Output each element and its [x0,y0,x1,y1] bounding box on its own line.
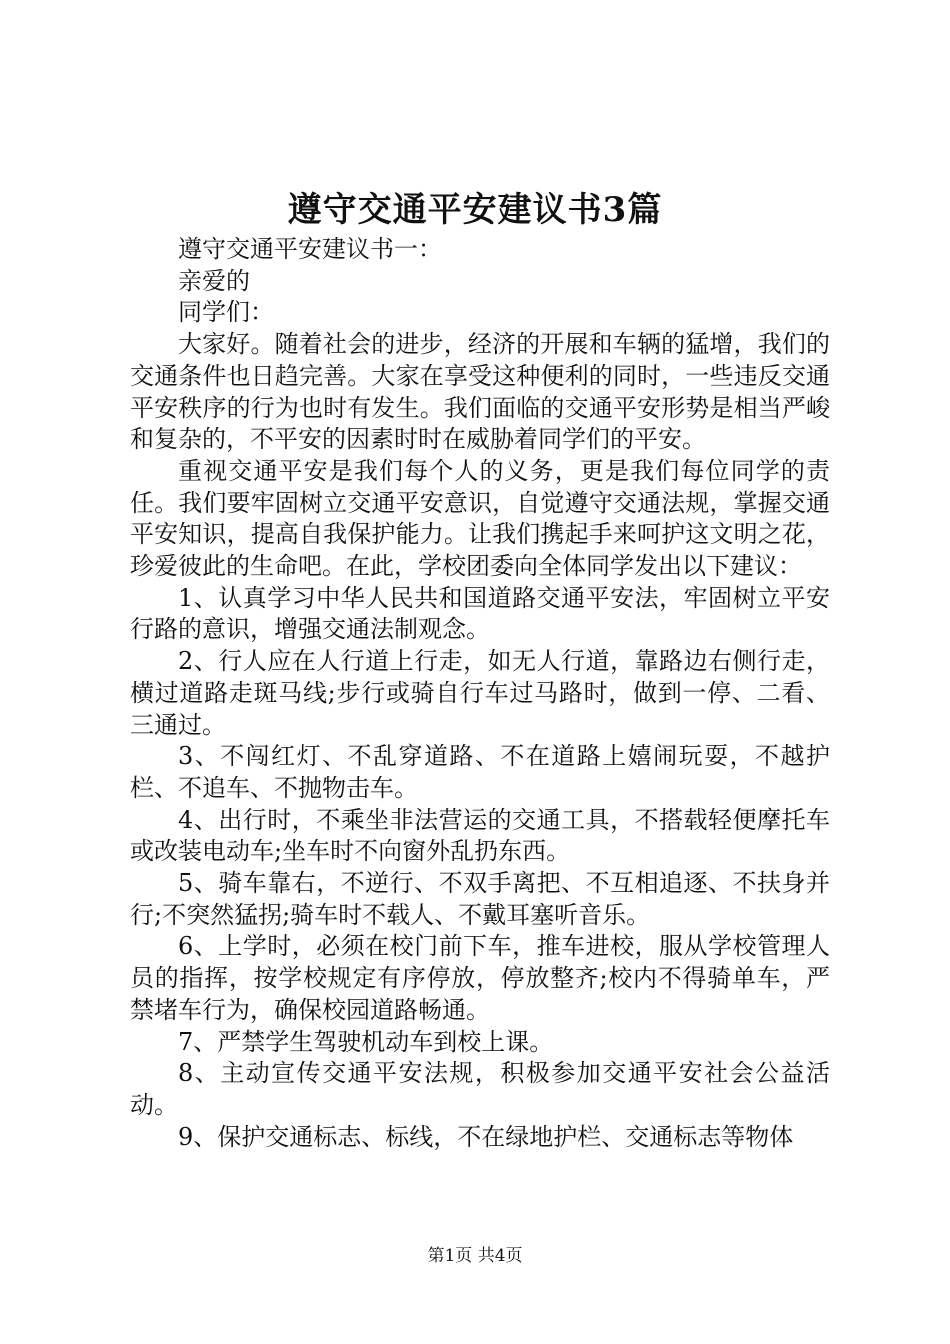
paragraph-recipients: 同学们： [178,298,274,327]
paragraph-responsibility: 重视交通平安是我们每个人的义务，更是我们每位同学的责任。我们要牢固树立交通平安意识，自觉遵守交通法规，掌握交通平安知识，提高自我保护能力。让我们携起手来呵护这文明之花，珍爱彼此的生命吧。在此，学校团委向全体同学发出以下建议： [130,456,830,581]
list-item: 2、行人应在人行道上行走，如无人行道，靠路边右侧行走，横过道路走斑马线;步行或骑自行车过马路时，做到一停、二看、三通过。 [130,647,830,739]
list-item: 5、骑车靠右，不逆行、不双手离把、不互相追逐、不扶身并行;不突然猛拐;骑车时不载人、不戴耳塞听音乐。 [130,869,830,929]
list-item: 4、出行时，不乘坐非法营运的交通工具，不搭载轻便摩托车或改装电动车;坐车时不向窗外乱扔东西。 [130,805,830,866]
paragraph-section-heading: 遵守交通平安建议书一： [178,235,442,263]
list-item: 8、主动宣传交通平安法规，积极参加交通平安社会公益活动。 [130,1059,830,1119]
list-item: 6、上学时，必须在校门前下车，推车进校，服从学校管理人员的指挥，按学校规定有序停放，停放整齐;校内不得骑单车，严禁堵车行为，确保校园道路畅通。 [130,932,830,1024]
paragraph-salutation: 亲爱的 [178,266,250,295]
list-item: 9、保护交通标志、标线，不在绿地护栏、交通标志等物体 [178,1122,794,1151]
paragraph-greeting: 大家好。随着社会的进步，经济的开展和车辆的猛增，我们的交通条件也日趋完善。大家在享受这种便利的同时，一些违反交通平安秩序的行为也时有发生。我们面临的交通平安形势是相当严峻和复杂的，不平安的因素时时在威胁着同学们的平安。 [130,330,830,454]
page-title: 遵守交通平安建议书3篇 [287,190,663,230]
list-item: 7、严禁学生驾驶机动车到校上课。 [178,1027,554,1056]
list-item: 3、不闯红灯、不乱穿道路、不在道路上嬉闹玩耍，不越护栏、不追车、不抛物击车。 [130,742,830,802]
document-body [130,234,830,1153]
page-footer: 第1页 共4页 [427,1246,523,1266]
list-item: 1、认真学习中华人民共和国道路交通平安法，牢固树立平安行路的意识，增强交通法制观念。 [130,583,830,644]
